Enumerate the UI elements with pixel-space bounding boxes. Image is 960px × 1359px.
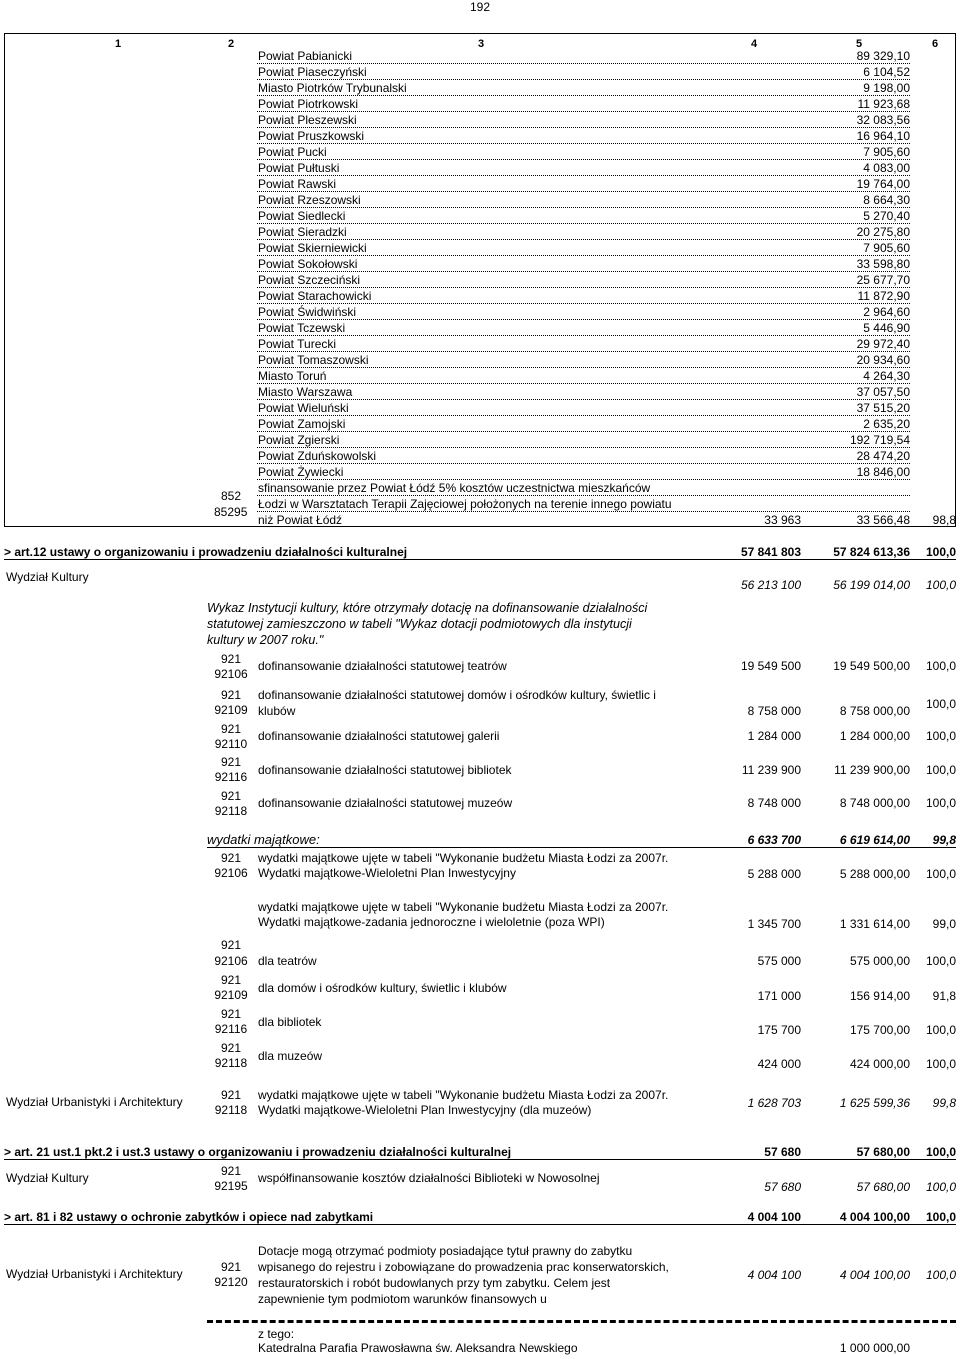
dotted-rule bbox=[257, 399, 910, 400]
art21-underline bbox=[4, 1159, 956, 1160]
dotted-rule bbox=[257, 447, 910, 448]
art21-text: współfinansowanie kosztów działalności Biblioteki w Nowosolnej bbox=[258, 1171, 600, 1185]
zad-text-1: wydatki majątkowe ujęte w tabeli "Wykonanie budżetu Miasta Łodzi za 2007r. bbox=[258, 900, 669, 914]
powiat-name: Powiat Rawski bbox=[258, 177, 337, 191]
powiat-name: Miasto Toruń bbox=[258, 369, 327, 383]
col-header-5: 5 bbox=[856, 38, 863, 50]
powiat-value: 89 329,10 bbox=[856, 49, 910, 63]
sfin-text-2: Łodzi w Warsztatach Terapii Zajęciowej położonych na terenie innego powiatu bbox=[258, 497, 672, 511]
sub-pct: 91,8 bbox=[932, 989, 956, 1003]
sub-dzial: 921 bbox=[220, 973, 242, 987]
powiat-value: 9 198,00 bbox=[863, 81, 910, 95]
dotted-rule bbox=[257, 367, 910, 368]
sub-dzial: 921 bbox=[220, 1041, 242, 1055]
powiat-value: 4 083,00 bbox=[863, 161, 910, 175]
dotted-rule bbox=[257, 463, 910, 464]
wk-pct: 100,0 bbox=[925, 578, 956, 592]
powiat-name: Powiat Szczeciński bbox=[258, 273, 361, 287]
ztego-wyk: 1 000 000,00 bbox=[839, 1341, 910, 1355]
sfin-wyk: 33 566,48 bbox=[856, 513, 910, 527]
art12-title: > art.12 ustawy o organizowaniu i prowadzeniu działalności kulturalnej bbox=[4, 545, 408, 559]
powiat-name: Miasto Piotrków Trybunalski bbox=[258, 81, 407, 95]
dof-rozdzial: 92118 bbox=[214, 804, 248, 818]
dotted-rule bbox=[257, 175, 910, 176]
dotted-rule bbox=[257, 415, 910, 416]
wpi-pct: 100,0 bbox=[925, 867, 956, 881]
wykaz-line-2: statutowej zamieszczono w tabeli "Wykaz dotacji podmiotowych dla instytucji bbox=[207, 617, 632, 631]
sub-wyk: 156 914,00 bbox=[849, 989, 910, 1003]
art81-title: > art. 81 i 82 ustawy o ochronie zabytków i opiece nad zabytkami bbox=[4, 1210, 374, 1224]
powiat-name: Powiat Żywiecki bbox=[258, 465, 344, 479]
wpi-text-1: wydatki majątkowe ujęte w tabeli "Wykonanie budżetu Miasta Łodzi za 2007r. bbox=[258, 851, 669, 865]
sub-text: dla muzeów bbox=[258, 1049, 323, 1063]
powiat-name: Miasto Warszawa bbox=[258, 385, 353, 399]
art21-unit: Wydział Kultury bbox=[6, 1171, 89, 1185]
powiat-name: Powiat Sokołowski bbox=[258, 257, 358, 271]
col-header-4: 4 bbox=[751, 38, 758, 50]
powiat-value: 11 923,68 bbox=[857, 97, 910, 111]
art21-plan: 57 680 bbox=[764, 1145, 801, 1159]
dotted-rule bbox=[257, 271, 910, 272]
col-header-2: 2 bbox=[228, 38, 235, 50]
dof-rozdzial: 92106 bbox=[214, 667, 248, 681]
powiat-value: 5 446,90 bbox=[863, 321, 910, 335]
dotted-rule bbox=[257, 255, 910, 256]
art81-wyk: 4 004 100,00 bbox=[839, 1210, 910, 1224]
wpi-wyk: 5 288 000,00 bbox=[839, 867, 910, 881]
dof-plan: 8 758 000 bbox=[747, 704, 801, 718]
powiat-value: 2 635,20 bbox=[863, 417, 910, 431]
art81-row-plan: 4 004 100 bbox=[747, 1268, 801, 1282]
powiat-name: Powiat Zamojski bbox=[258, 417, 346, 431]
dotted-rule bbox=[257, 431, 910, 432]
sfin-plan: 33 963 bbox=[764, 513, 801, 527]
sub-dzial: 921 bbox=[220, 938, 242, 952]
powiat-value: 37 515,20 bbox=[856, 401, 910, 415]
dotted-rule bbox=[257, 511, 910, 512]
sub-plan: 575 000 bbox=[757, 954, 801, 968]
dotted-rule bbox=[257, 303, 910, 304]
dof-text: dofinansowanie działalności statutowej teatrów bbox=[258, 659, 507, 673]
art81-text-1: Dotacje mogą otrzymać podmioty posiadające tytuł prawny do zabytku bbox=[258, 1244, 633, 1258]
art81-plan: 4 004 100 bbox=[747, 1210, 801, 1224]
zad-text-2: Wydatki majątkowe-zadania jednoroczne i wieloletnie (poza WPI) bbox=[258, 915, 605, 929]
powiat-name: Powiat Pruszkowski bbox=[258, 129, 365, 143]
powiat-value: 25 677,70 bbox=[856, 273, 910, 287]
art81-text-2: wpisanego do rejestru i zobowiązane do prowadzenia prac konserwatorskich, bbox=[258, 1260, 669, 1274]
dof-wyk: 8 758 000,00 bbox=[839, 704, 910, 718]
dof-text: dofinansowanie działalności statutowej muzeów bbox=[258, 796, 513, 810]
powiat-value: 19 764,00 bbox=[856, 177, 910, 191]
dof-rozdzial: 92116 bbox=[214, 770, 248, 784]
art21-dzial: 921 bbox=[220, 1164, 242, 1178]
powiat-value: 29 972,40 bbox=[856, 337, 910, 351]
powiat-name: Powiat Pabianicki bbox=[258, 49, 353, 63]
art81-unit: Wydział Urbanistyki i Architektury bbox=[6, 1267, 183, 1281]
dof-pct: 100,0 bbox=[925, 697, 956, 711]
dof-dzial: 921 bbox=[220, 789, 242, 803]
dof-rozdzial: 92109 bbox=[214, 703, 248, 717]
sub-text: dla bibliotek bbox=[258, 1015, 322, 1029]
powiat-value: 2 964,60 bbox=[863, 305, 910, 319]
sfin-text-3: niż Powiat Łódź bbox=[258, 513, 343, 527]
wua-unit: Wydział Urbanistyki i Architektury bbox=[6, 1095, 183, 1109]
sub-plan: 171 000 bbox=[757, 989, 801, 1003]
powiat-name: Powiat Pleszewski bbox=[258, 113, 357, 127]
art81-row-pct: 100,0 bbox=[925, 1268, 956, 1282]
wua-wyk: 1 625 599,36 bbox=[839, 1096, 910, 1110]
dof-text: dofinansowanie działalności statutowej galerii bbox=[258, 729, 500, 743]
wm-pct: 99,8 bbox=[932, 833, 956, 847]
powiat-name: Powiat Turecki bbox=[258, 337, 337, 351]
art81-pct: 100,0 bbox=[925, 1210, 956, 1224]
wua-rozdzial: 92118 bbox=[214, 1103, 248, 1117]
powiat-value: 37 057,50 bbox=[856, 385, 910, 399]
powiat-name: Powiat Siedlecki bbox=[258, 209, 346, 223]
sfin-dzial: 852 bbox=[221, 489, 242, 503]
powiat-value: 7 905,60 bbox=[863, 241, 910, 255]
ztego-name: Katedralna Parafia Prawosławna św. Aleksandra Newskiego bbox=[258, 1341, 578, 1355]
powiat-value: 192 719,54 bbox=[849, 433, 910, 447]
art12-underline bbox=[4, 559, 956, 560]
powiat-name: Powiat Sieradzki bbox=[258, 225, 347, 239]
powiat-value: 16 964,10 bbox=[856, 129, 910, 143]
sub-pct: 100,0 bbox=[925, 1057, 956, 1071]
dotted-rule bbox=[257, 159, 910, 160]
powiat-name: Powiat Piotrkowski bbox=[258, 97, 359, 111]
col-header-3: 3 bbox=[478, 38, 485, 50]
art21-pct: 100,0 bbox=[925, 1145, 956, 1159]
powiat-value: 6 104,52 bbox=[863, 65, 910, 79]
dof-pct: 100,0 bbox=[925, 659, 956, 673]
powiat-value: 8 664,30 bbox=[863, 193, 910, 207]
dotted-rule bbox=[257, 239, 910, 240]
powiat-name: Powiat Zgierski bbox=[258, 433, 340, 447]
dof-dzial: 921 bbox=[220, 755, 242, 769]
art81-text-3: restauratorskich i robót budowlanych przy tym zabytku. Celem jest bbox=[258, 1276, 611, 1290]
dof-pct: 100,0 bbox=[925, 796, 956, 810]
wykaz-line-3: kultury w 2007 roku." bbox=[207, 633, 324, 647]
dotted-rule bbox=[257, 207, 910, 208]
art21-title: > art. 21 ust.1 pkt.2 i ust.3 ustawy o organizowaniu i prowadzeniu działalności kulturalnej bbox=[4, 1145, 512, 1159]
sfin-pct: 98,8 bbox=[932, 513, 956, 527]
zad-wyk: 1 331 614,00 bbox=[839, 917, 910, 931]
wpi-text-2: Wydatki majątkowe-Wieloletni Plan Inwestycyjny bbox=[258, 866, 516, 880]
powiat-name: Powiat Skierniewicki bbox=[258, 241, 367, 255]
sub-wyk: 575 000,00 bbox=[849, 954, 910, 968]
sub-text: dla domów i ośrodków kultury, świetlic i klubów bbox=[258, 981, 507, 995]
sub-rozdzial: 92118 bbox=[214, 1056, 248, 1070]
powiat-name: Powiat Starachowicki bbox=[258, 289, 372, 303]
sub-rozdzial: 92109 bbox=[214, 988, 248, 1002]
wua-text-1: wydatki majątkowe ujęte w tabeli "Wykonanie budżetu Miasta Łodzi za 2007r. bbox=[258, 1088, 669, 1102]
dof-plan: 11 239 900 bbox=[741, 763, 801, 777]
powiat-value: 32 083,56 bbox=[856, 113, 910, 127]
powiat-value: 28 474,20 bbox=[856, 449, 910, 463]
sub-pct: 100,0 bbox=[925, 1023, 956, 1037]
powiat-name: Powiat Tomaszowski bbox=[258, 353, 369, 367]
wua-text-2: Wydatki majątkowe-Wieloletni Plan Inwestycyjny (dla muzeów) bbox=[258, 1103, 592, 1117]
dotted-rule bbox=[257, 127, 910, 128]
wua-pct: 99,8 bbox=[932, 1096, 956, 1110]
col-header-6: 6 bbox=[932, 38, 939, 50]
powiat-value: 4 264,30 bbox=[863, 369, 910, 383]
powiat-value: 7 905,60 bbox=[863, 145, 910, 159]
powiat-name: Powiat Tczewski bbox=[258, 321, 346, 335]
wm-plan: 6 633 700 bbox=[747, 833, 801, 847]
dotted-rule bbox=[257, 143, 910, 144]
dof-dzial: 921 bbox=[220, 688, 242, 702]
art81-dzial: 921 bbox=[220, 1260, 242, 1274]
sub-wyk: 175 700,00 bbox=[849, 1023, 910, 1037]
sub-rozdzial: 92106 bbox=[214, 954, 248, 968]
dotted-rule bbox=[257, 111, 910, 112]
dof-text-2: klubów bbox=[258, 704, 296, 718]
dotted-rule bbox=[257, 63, 910, 64]
wm-underline bbox=[207, 847, 956, 848]
art21-row-wyk: 57 680,00 bbox=[856, 1180, 910, 1194]
art81-text-4: zapewnienie tym podmiotom warunków finansowych u bbox=[258, 1292, 547, 1306]
wk-plan: 56 213 100 bbox=[740, 578, 801, 592]
wpi-dzial: 921 bbox=[220, 851, 242, 865]
wk-wyk: 56 199 014,00 bbox=[833, 578, 910, 592]
dotted-rule bbox=[257, 95, 910, 96]
art81-rozdzial: 92120 bbox=[214, 1275, 248, 1289]
dof-wyk: 11 239 900,00 bbox=[834, 763, 910, 777]
dof-pct: 100,0 bbox=[925, 763, 956, 777]
dotted-rule bbox=[257, 223, 910, 224]
dotted-rule bbox=[257, 495, 910, 496]
dashed-separator bbox=[207, 1320, 956, 1323]
dof-text: dofinansowanie działalności statutowej domów i ośrodków kultury, świetlic i bbox=[258, 688, 656, 702]
powiat-name: Powiat Świdwiński bbox=[258, 305, 357, 319]
wua-dzial: 921 bbox=[220, 1088, 242, 1102]
art12-pct: 100,0 bbox=[925, 545, 956, 559]
sub-rozdzial: 92116 bbox=[214, 1022, 248, 1036]
wm-wyk: 6 619 614,00 bbox=[839, 833, 910, 847]
dof-wyk: 1 284 000,00 bbox=[839, 729, 910, 743]
zad-pct: 99,0 bbox=[932, 917, 956, 931]
dof-plan: 1 284 000 bbox=[747, 729, 801, 743]
powiat-value: 18 846,00 bbox=[856, 465, 910, 479]
dotted-rule bbox=[257, 351, 910, 352]
wm-label: wydatki majątkowe: bbox=[207, 832, 320, 847]
powiat-value: 5 270,40 bbox=[863, 209, 910, 223]
sfin-text-1: sfinansowanie przez Powiat Łódź 5% kosztów uczestnictwa mieszkańców bbox=[258, 481, 651, 495]
dof-plan: 8 748 000 bbox=[747, 796, 801, 810]
dotted-rule bbox=[257, 191, 910, 192]
powiat-name: Powiat Pucki bbox=[258, 145, 327, 159]
dof-rozdzial: 92110 bbox=[214, 737, 248, 751]
dof-plan: 19 549 500 bbox=[740, 659, 801, 673]
powiat-value: 20 934,60 bbox=[856, 353, 910, 367]
dof-dzial: 921 bbox=[220, 722, 242, 736]
dotted-rule bbox=[257, 287, 910, 288]
wpi-plan: 5 288 000 bbox=[747, 867, 801, 881]
wk-unit: Wydział Kultury bbox=[6, 570, 89, 584]
powiat-value: 20 275,80 bbox=[856, 225, 910, 239]
sfin-rozdzial: 85295 bbox=[214, 505, 248, 519]
dof-wyk: 8 748 000,00 bbox=[839, 796, 910, 810]
art21-wyk: 57 680,00 bbox=[856, 1145, 910, 1159]
sub-dzial: 921 bbox=[220, 1007, 242, 1021]
sub-plan: 424 000 bbox=[757, 1057, 801, 1071]
dotted-rule bbox=[257, 79, 910, 80]
dotted-rule bbox=[257, 319, 910, 320]
dotted-rule bbox=[257, 479, 910, 480]
zad-plan: 1 345 700 bbox=[747, 917, 801, 931]
ztego-label: z tego: bbox=[258, 1327, 295, 1341]
sub-plan: 175 700 bbox=[757, 1023, 801, 1037]
dof-pct: 100,0 bbox=[925, 729, 956, 743]
dof-wyk: 19 549 500,00 bbox=[833, 659, 910, 673]
powiat-value: 11 872,90 bbox=[857, 289, 910, 303]
powiat-name: Powiat Zduńskowolski bbox=[258, 449, 377, 463]
wykaz-line-1: Wykaz Instytucji kultury, które otrzymały dotację na dofinansowanie działalności bbox=[207, 601, 648, 615]
dotted-rule bbox=[257, 383, 910, 384]
sub-wyk: 424 000,00 bbox=[849, 1057, 910, 1071]
art81-row-wyk: 4 004 100,00 bbox=[839, 1268, 910, 1282]
dotted-rule bbox=[257, 335, 910, 336]
powiat-value: 33 598,80 bbox=[856, 257, 910, 271]
sub-pct: 100,0 bbox=[925, 954, 956, 968]
sub-text: dla teatrów bbox=[258, 954, 317, 968]
powiat-name: Powiat Rzeszowski bbox=[258, 193, 361, 207]
art12-plan: 57 841 803 bbox=[740, 545, 801, 559]
page-number: 192 bbox=[469, 0, 491, 14]
art21-rozdzial: 92195 bbox=[214, 1179, 248, 1193]
powiat-name: Powiat Wieluński bbox=[258, 401, 349, 415]
dof-dzial: 921 bbox=[220, 652, 242, 666]
wua-plan: 1 628 703 bbox=[747, 1096, 801, 1110]
art81-underline bbox=[4, 1224, 956, 1225]
powiat-name: Powiat Pułtuski bbox=[258, 161, 340, 175]
dof-text: dofinansowanie działalności statutowej bibliotek bbox=[258, 763, 512, 777]
col-header-1: 1 bbox=[115, 38, 122, 50]
wpi-rozdzial: 92106 bbox=[214, 866, 248, 880]
art12-wyk: 57 824 613,36 bbox=[833, 545, 910, 559]
art21-row-plan: 57 680 bbox=[764, 1180, 801, 1194]
powiat-name: Powiat Piaseczyński bbox=[258, 65, 367, 79]
art21-row-pct: 100,0 bbox=[925, 1180, 956, 1194]
